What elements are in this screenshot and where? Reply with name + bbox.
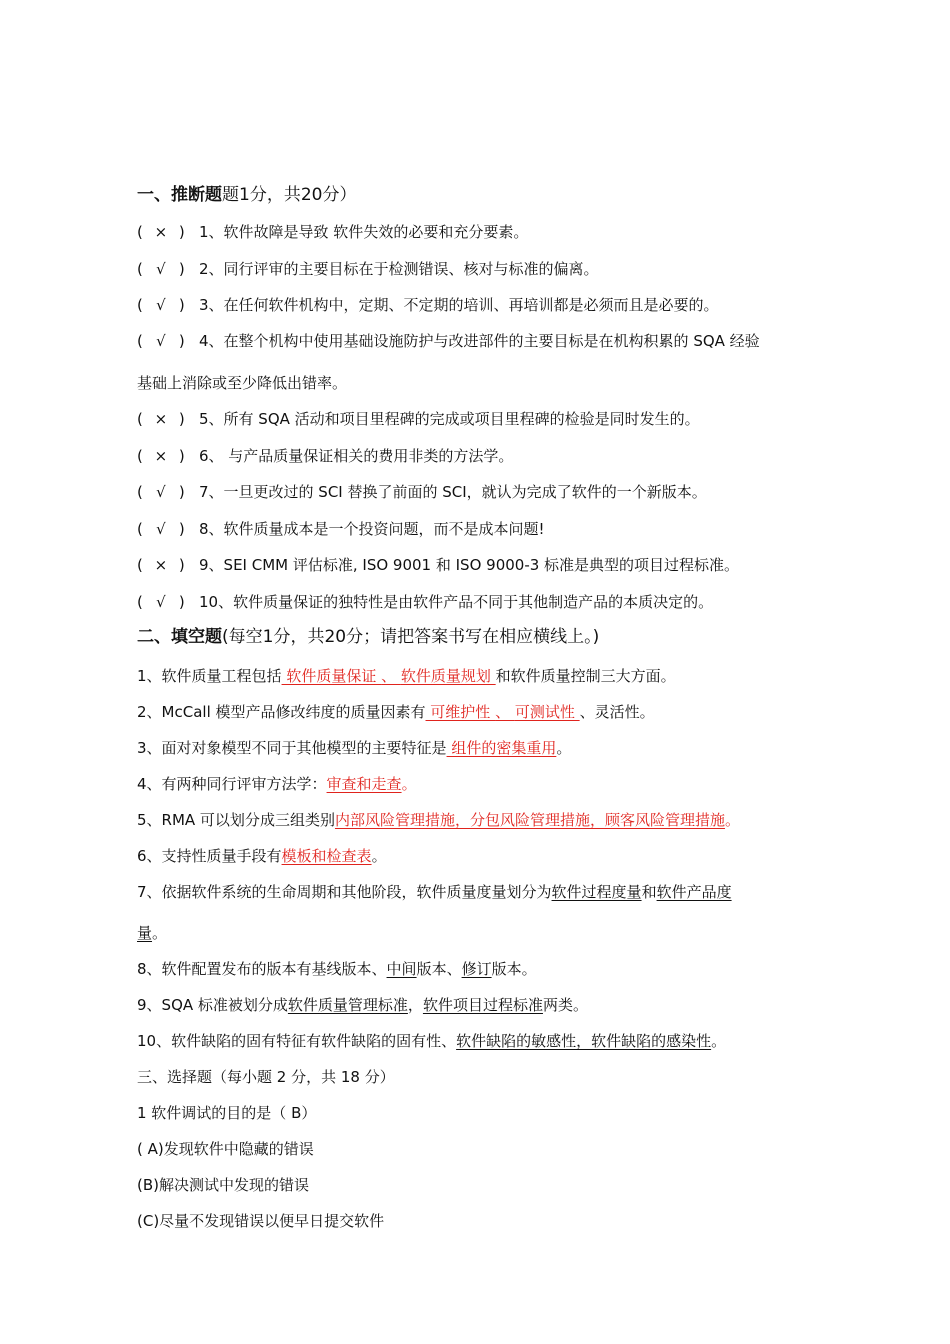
fill-item-9: 9、SQA 标准被划分成软件质量管理标准，软件项目过程标准两类。 <box>137 996 588 1014</box>
fill-item-3: 3、面对对象模型不同于其他模型的主要特征是 组件的密集重用。 <box>137 739 572 757</box>
choice-option-a: ( A)发现软件中隐藏的错误 <box>137 1140 314 1158</box>
fill-item-7-continued: 量。 <box>137 924 168 942</box>
choice-question-1: 1 软件调试的目的是（ B） <box>137 1104 317 1122</box>
fill-item-2: 2、McCall 模型产品修改纬度的质量因素有 可维护性 、 可测试性 、灵活性。 <box>137 703 655 721</box>
answer: 软件项目过程标准 <box>422 996 543 1014</box>
judge-mark: √ <box>156 296 166 314</box>
judge-item-4: ( √ ) 4、在整个机构中使用基础设施防护与改进部件的主要目标是在机构积累的 SQA 经验 <box>137 332 760 350</box>
fill-item-8: 8、软件配置发布的版本有基线版本、中间版本、修订版本。 <box>137 960 537 978</box>
judge-mark: √ <box>156 332 166 350</box>
answer: 软件质量管理标准 <box>287 996 408 1014</box>
answer: 审查和走查 <box>326 775 402 793</box>
judge-item-6: ( × ) 6、 与产品质量保证相关的费用非类的方法学。 <box>137 447 514 465</box>
judge-item-1: ( × ) 1、软件故障是导致 软件失效的必要和充分要素。 <box>137 223 529 241</box>
judge-mark: √ <box>156 593 166 611</box>
answer: 软件过程度量 <box>551 883 642 901</box>
fill-item-4: 4、有两种同行评审方法学：审查和走查。 <box>137 775 417 793</box>
answer: 软件质量保证 <box>281 667 382 685</box>
judge-mark: × <box>154 410 168 428</box>
fill-item-1: 1、软件质量工程包括 软件质量保证 、 软件质量规划 和软件质量控制三大方面。 <box>137 667 676 685</box>
answer: 软件缺陷的敏感性，软件缺陷的感染性 <box>456 1032 712 1050</box>
answer: 内部风险管理措施，分包风险管理措施，顾客风险管理措施 <box>334 811 725 829</box>
judge-item-9: ( × ) 9、SEI CMM 评估标准, ISO 9001 和 ISO 9000-3 标准是典型的项目过程标准。 <box>137 556 740 574</box>
fill-item-7: 7、依据软件系统的生命周期和其他阶段，软件质量度量划分为软件过程度量和软件产品度 <box>137 883 732 901</box>
answer: 软件产品度 <box>656 883 732 901</box>
answer: 组件的密集重用 <box>446 739 557 757</box>
answer: 软件质量规划 <box>400 667 496 685</box>
judge-mark: √ <box>156 260 166 278</box>
answer: 可测试性 <box>514 703 580 721</box>
judge-item-2: ( √ ) 2、同行评审的主要目标在于检测错误、核对与标准的偏离。 <box>137 260 599 278</box>
answer: 模板和检查表 <box>281 847 372 865</box>
judge-item-4-continued: 基础上消除或至少降低出错率。 <box>137 374 348 392</box>
choice-option-c: (C)尽量不发现错误以便早日提交软件 <box>137 1212 385 1230</box>
judge-item-7: ( √ ) 7、一旦更改过的 SCI 替换了前面的 SCI，就认为完成了软件的一个新版本。 <box>137 483 707 501</box>
section1-title: 一、推断题题1分，共20分） <box>137 185 357 205</box>
answer: 修订 <box>461 960 492 978</box>
judge-mark: × <box>154 556 168 574</box>
answer: 中间 <box>386 960 417 978</box>
fill-item-5: 5、RMA 可以划分成三组类别内部风险管理措施，分包风险管理措施，顾客风险管理措施。 <box>137 811 740 829</box>
judge-mark: × <box>154 223 168 241</box>
judge-item-10: ( √ ) 10、软件质量保证的独特性是由软件产品不同于其他制造产品的本质决定的。 <box>137 593 714 611</box>
answer: 可维护性 <box>425 703 496 721</box>
fill-item-6: 6、支持性质量手段有模板和检查表。 <box>137 847 387 865</box>
judge-item-8: ( √ ) 8、软件质量成本是一个投资问题，而不是成本问题! <box>137 520 545 538</box>
section3-title: 三、选择题（每小题 2 分，共 18 分） <box>137 1068 395 1086</box>
fill-item-10: 10、软件缺陷的固有特征有软件缺陷的固有性、软件缺陷的敏感性，软件缺陷的感染性。 <box>137 1032 727 1050</box>
judge-mark: × <box>154 447 168 465</box>
judge-item-5: ( × ) 5、所有 SQA 活动和项目里程碑的完成或项目里程碑的检验是同时发生的。 <box>137 410 700 428</box>
judge-mark: √ <box>156 483 166 501</box>
judge-mark: √ <box>156 520 166 538</box>
section2-title: 二、填空题(每空1分，共20分；请把答案书写在相应横线上。) <box>137 627 600 647</box>
choice-option-b: (B)解决测试中发现的错误 <box>137 1176 309 1194</box>
judge-item-3: ( √ ) 3、在任何软件机构中，定期、不定期的培训、再培训都是必须而且是必要的。 <box>137 296 719 314</box>
